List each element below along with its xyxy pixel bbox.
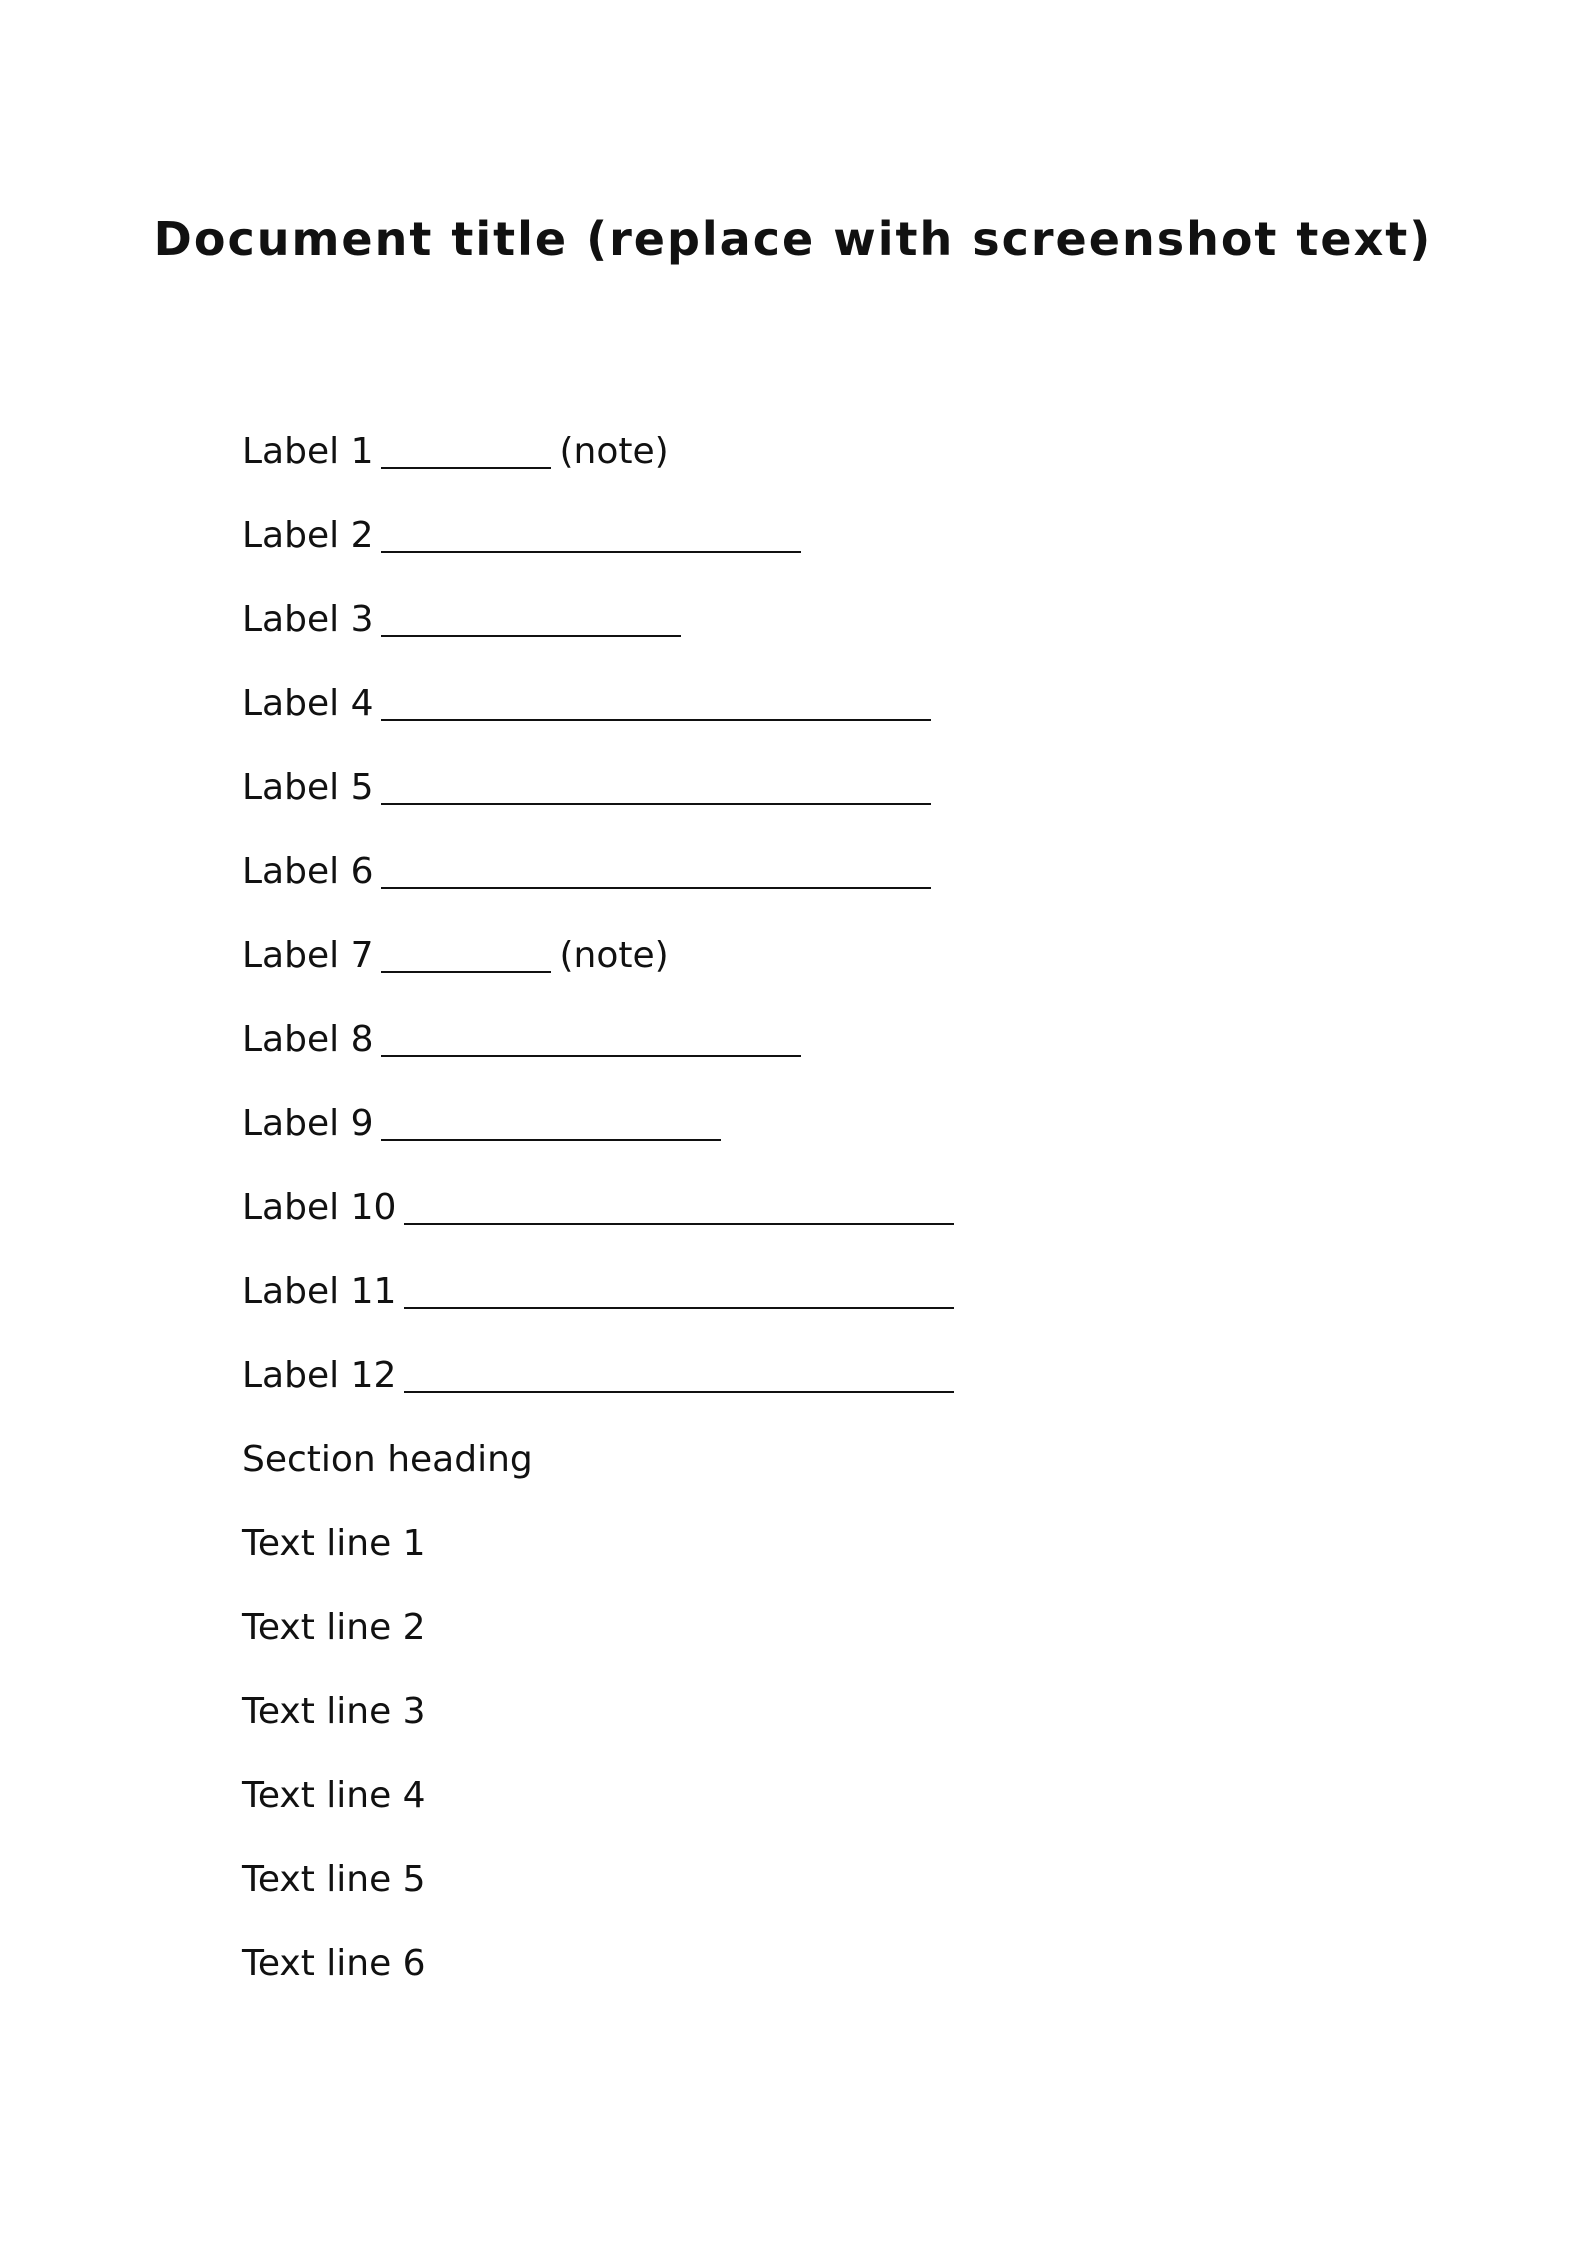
field-row (242, 914, 1372, 998)
field-label: Label 9 (242, 1103, 374, 1144)
field-label: Label 8 (242, 1019, 374, 1060)
field-row (242, 830, 1372, 914)
field-suffix: (note) (559, 431, 669, 472)
field-label: Label 4 (242, 683, 374, 724)
field-label: Label 11 (242, 1271, 397, 1312)
fill-in-blank[interactable] (404, 1391, 954, 1393)
fill-in-blank[interactable] (381, 887, 931, 889)
field-row (242, 746, 1372, 830)
body-paragraph (242, 1502, 1372, 2006)
fill-in-blank[interactable] (381, 803, 931, 805)
paragraph-line: Text line 1 (242, 1523, 426, 1564)
field-row (242, 1334, 1372, 1418)
field-label: Label 7 (242, 935, 374, 976)
paragraph-line: Text line 6 (242, 1943, 426, 1984)
field-row (242, 410, 1372, 494)
field-row (242, 1250, 1372, 1334)
field-suffix: (note) (559, 935, 669, 976)
field-label: Label 1 (242, 431, 374, 472)
field-label: Label 10 (242, 1187, 397, 1228)
paragraph-line: Text line 4 (242, 1775, 426, 1816)
field-row (242, 578, 1372, 662)
field-label: Label 5 (242, 767, 374, 808)
field-row (242, 1166, 1372, 1250)
fill-in-blank[interactable] (381, 971, 551, 973)
field-list (242, 410, 1372, 2006)
fill-in-blank[interactable] (381, 1055, 801, 1057)
field-row (242, 1082, 1372, 1166)
paragraph-line: Text line 5 (242, 1859, 426, 1900)
fill-in-blank[interactable] (381, 1139, 721, 1141)
fill-in-blank[interactable] (381, 719, 931, 721)
fill-in-blank[interactable] (381, 635, 681, 637)
field-row (242, 998, 1372, 1082)
paragraph-line: Text line 3 (242, 1691, 426, 1732)
field-row (242, 662, 1372, 746)
field-label: Label 2 (242, 515, 374, 556)
field-label: Label 6 (242, 851, 374, 892)
fill-in-blank[interactable] (381, 467, 551, 469)
paragraph-line: Text line 2 (242, 1607, 426, 1648)
fill-in-blank[interactable] (404, 1307, 954, 1309)
field-label: Label 12 (242, 1355, 397, 1396)
section-heading: Section heading (242, 1439, 533, 1480)
field-row (242, 494, 1372, 578)
fill-in-blank[interactable] (381, 551, 801, 553)
field-label: Label 3 (242, 599, 374, 640)
document-title: Document title (replace with screenshot text) (153, 212, 1433, 266)
fill-in-blank[interactable] (404, 1223, 954, 1225)
